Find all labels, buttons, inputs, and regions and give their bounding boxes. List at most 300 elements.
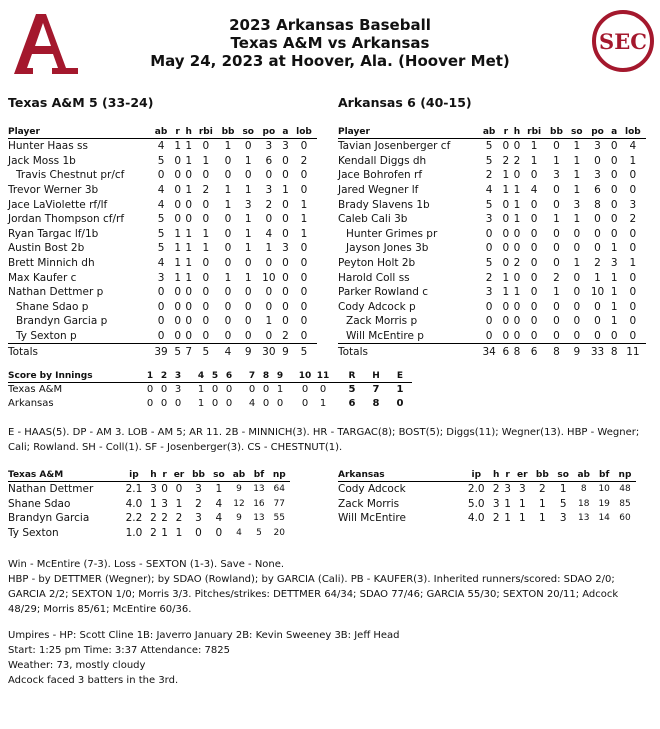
player-name: Ty Sexton p [8,329,150,344]
stat-cell: 0 [244,169,252,182]
stat-cell: 0 [629,169,637,182]
extra-note: Adcock faced 3 batters in the 3rd. [8,675,179,686]
stat-cell: 3 [265,184,273,197]
stat-cell: 3 [629,198,637,211]
column-header: so [239,125,258,139]
stat-cell: 0 [258,329,280,344]
stat-cell: 0 [224,257,232,270]
stat-cell: 0 [513,271,521,284]
player-row [338,270,646,285]
stat-cell: 0 [174,184,181,197]
stat-cell: 1 [215,483,223,496]
stat-cell: 3 [610,257,618,270]
stat-cell: 5 [157,213,165,226]
stat-cell: 0 [553,140,560,153]
stat-cell: 0 [244,257,252,270]
stat-cell: 10 [262,271,276,284]
stat-cell: 1 [185,271,193,284]
stat-cell: 2 [492,483,500,496]
header-line-2: Texas A&M vs Arkansas [230,34,430,52]
stat-cell: 8 [594,198,601,211]
stat-cell: 1 [265,242,273,255]
stat-cell: 1 [300,227,308,240]
stat-cell: 0 [300,300,308,313]
pitcher-name: Ty Sexton [8,527,59,540]
stat-cell: 4 [629,140,637,153]
stat-cell: 0 [610,169,618,182]
stat-cell: 0 [300,169,308,182]
stat-cell: 3 [485,286,493,299]
stat-cell: 0 [573,315,581,328]
player-name: Shane Sdao p [16,300,89,313]
stat-cell: 1 [610,242,618,255]
stat-cell: 1 [244,154,252,167]
stat-cell: 0 [183,329,194,344]
column-header: ab [229,469,250,482]
inning-score: 1 [276,384,284,395]
player-row [338,197,646,212]
stat-cell: 0 [244,300,252,313]
player-row [8,212,317,227]
stat-cell: 1 [553,154,560,167]
stat-cell: 0 [282,315,289,328]
stat-cell: 1 [202,154,210,167]
player-row [8,197,317,212]
stat-cell: 0 [530,286,538,299]
player-name: Ryan Targac lf/1b [8,227,99,240]
inning-score: 0 [211,384,219,395]
stat-cell: 2.1 [125,483,143,496]
stat-cell: 0 [282,300,289,313]
stat-cell: 3 [157,271,165,284]
stat-cell: 0 [610,213,618,226]
column-header: bb [546,125,567,139]
total-cell: 8 [546,344,567,361]
player-row [8,285,317,300]
stat-cell: 1 [244,184,252,197]
stat-cell: 1 [224,140,232,153]
rhe-header: R [332,370,364,383]
stat-cell: 1 [174,271,181,284]
stat-cell: 1 [553,213,560,226]
stat-cell: 5 [256,528,262,539]
stat-cell: 0 [629,300,637,313]
column-header: lob [291,125,317,139]
totals-label: Totals [338,344,478,361]
stat-cell: 1 [513,213,521,226]
stat-cell: 0 [502,198,510,211]
stat-cell: 0 [157,300,165,313]
stat-cell: 2 [195,497,202,510]
stat-cell: 0 [224,286,232,299]
stat-cell: 4 [215,497,223,510]
stat-cell: 0 [553,315,560,328]
stat-cell: 3 [492,497,500,510]
stat-cell: 5 [485,257,493,270]
stat-cell: 5 [157,242,165,255]
stat-cell: 0 [629,271,637,284]
rhe-value: 7 [372,384,380,395]
stat-cell: 0 [502,242,510,255]
stat-cell: 1.0 [125,527,143,540]
stat-cell: 2 [629,213,637,226]
stat-cell: 2.0 [467,483,485,496]
rhe-header: H [364,370,388,383]
stat-cell: 0 [215,527,223,540]
stat-cell: 0 [300,315,308,328]
inning-header: 8 [259,370,273,383]
stat-cell: 0 [530,198,538,211]
inning-score: 0 [262,398,270,409]
stat-cell: 0 [174,286,181,299]
stat-cell: 0 [513,169,521,182]
column-header: po [258,125,280,139]
stat-cell: 0 [202,140,210,153]
stat-cell: 0 [523,329,546,344]
player-name: Caleb Cali 3b [338,213,408,226]
stat-cell: 0 [300,242,308,255]
stat-cell: 3 [244,198,252,211]
stat-cell: 2 [502,154,510,167]
stat-cell: 5 [157,154,165,167]
total-cell: 8 [511,344,522,361]
player-row [8,300,317,315]
stat-cell: 9 [236,484,242,495]
stat-cell: 1 [174,242,181,255]
stat-cell: 0 [185,300,193,313]
stat-cell: 1 [573,213,581,226]
svg-text:SEC: SEC [599,29,647,54]
inning-score: 3 [174,384,182,395]
stat-cell: 13 [253,484,265,495]
stat-cell: 0 [553,242,560,255]
inning-score: 0 [225,398,233,409]
stat-cell: 1 [610,286,618,299]
pitcher-row [8,511,290,526]
stat-cell: 3 [265,140,273,153]
stat-cell: 6 [594,184,601,197]
column-header: so [553,469,573,482]
player-name: Hunter Grimes pr [346,227,438,240]
rhe-value: 5 [348,384,356,395]
stat-cell: 5.0 [467,497,485,510]
stat-cell: 0 [282,213,289,226]
stat-cell: 0 [553,184,560,197]
inning-header: 9 [273,370,287,383]
stat-cell: 1 [513,286,521,299]
stat-cell: 0 [610,227,618,240]
stat-cell: 0 [478,329,500,344]
stat-cell: 0 [157,286,165,299]
stat-cell: 18 [578,498,590,509]
player-row [8,256,317,271]
total-cell: 9 [567,344,586,361]
stat-cell: 1 [504,512,511,525]
home-pitching-table [338,469,636,526]
stat-cell: 0 [224,315,232,328]
stat-cell: 0 [202,213,210,226]
player-row [338,256,646,271]
total-cell: 11 [620,344,646,361]
column-header: Texas A&M [8,469,120,482]
inning-score: 0 [160,384,168,395]
stat-cell: 14 [598,513,610,524]
inning-score: 0 [248,384,256,395]
stat-cell: 0 [265,213,273,226]
stat-cell: 6 [265,154,273,167]
pitcher-row [338,497,636,512]
stat-cell: 0 [502,315,510,328]
inning-score: 0 [301,398,309,409]
column-header: er [513,469,531,482]
stat-cell: 1 [538,512,546,525]
stat-cell: 0 [530,213,538,226]
stat-cell: 2.2 [125,512,143,525]
column-header: er [170,469,188,482]
column-header: rbi [523,125,546,139]
stat-cell: 4 [157,257,165,270]
stat-cell: 2 [202,184,210,197]
stat-cell: 2 [161,512,168,525]
column-header: bb [531,469,553,482]
stat-cell: 0 [586,329,608,344]
weather-line: Weather: 73, mostly cloudy [8,660,146,671]
pitcher-name: Zack Morris [338,497,400,510]
linescore-row [8,397,412,411]
column-header: Arkansas [338,469,462,482]
stat-cell: 0 [530,300,538,313]
stat-cell: 0 [553,198,560,211]
rhe-value: 8 [372,398,380,409]
stat-cell: 0 [244,140,252,153]
stat-cell: 2 [175,512,183,525]
stat-cell: 0 [573,242,581,255]
column-header: bf [594,469,614,482]
game-info [8,628,648,688]
stat-cell: 0 [174,198,181,211]
stat-cell: 1 [185,140,193,153]
stat-cell: 0 [300,184,308,197]
rhe-value: 1 [396,384,404,395]
stat-cell: 1 [185,257,193,270]
header-line-3: May 24, 2023 at Hoover, Ala. (Hoover Met) [150,52,510,70]
column-header: ab [478,125,500,139]
player-row [8,241,317,256]
stat-cell: 0 [282,198,289,211]
stat-cell: 0 [629,242,637,255]
column-header: so [567,125,586,139]
stat-cell: 1 [553,286,560,299]
pitching-details: HBP - by DETTMER (Wegner); by SDAO (Rowland); by GARCIA (Cali). PB - KAUFER(3). Inherited runners/scored: SDAO 2/0; GARCIA 2/2; SEXTON 1/0; Morris 3/3. Pitches/strikes: DETTMER 64/34; SDAO 77/46; GARCIA 55/30; SEXTON 20/11; Adcock 48/29; Morris 85/61; McEntire 60/36. [8,574,619,615]
inning-score: 4 [248,398,256,409]
player-row [8,183,317,198]
stat-cell: 0 [629,286,637,299]
stat-cell: 1 [573,169,581,182]
stat-cell: 1 [185,242,193,255]
team-name: Arkansas [8,398,54,409]
column-header: a [609,125,620,139]
rhe-value: 6 [348,398,356,409]
stat-cell: 0 [265,169,273,182]
inning-header: 5 [208,370,222,383]
column-header: so [209,469,228,482]
rhe-value: 0 [396,398,404,409]
total-cell: 7 [183,344,194,361]
player-name: Brady Slavens 1b [338,198,430,211]
total-cell: 6 [500,344,511,361]
inning-score: 0 [160,398,168,409]
stat-cell: 0 [513,242,521,255]
column-header: h [148,469,159,482]
stat-cell: 1 [265,315,273,328]
pitcher-name: Cody Adcock [338,483,406,496]
column-header: bb [188,469,210,482]
stat-cell: 0 [174,154,181,167]
stat-cell: 1 [559,483,567,496]
inning-header: 4 [185,370,208,383]
player-row [8,227,317,242]
inning-header: 10 [287,370,314,383]
stat-cell: 0 [620,329,646,344]
stat-cell: 2 [300,154,308,167]
inning-score: 0 [174,398,182,409]
away-pitching-table [8,469,290,540]
stat-cell: 3 [594,140,601,153]
column-header: ip [120,469,148,482]
stat-cell: 0 [573,286,581,299]
stat-cell: 1 [502,184,510,197]
score-by-innings [8,370,412,411]
column-header: bf [249,469,268,482]
player-row [338,285,646,300]
stat-cell: 9 [236,513,242,524]
stat-cell: 19 [598,498,610,509]
stat-cell: 3 [195,512,202,525]
column-header: h [511,125,522,139]
stat-cell: 0 [202,315,210,328]
stat-cell: 1 [185,154,193,167]
stat-cell: 1 [629,154,637,167]
stat-cell: 1 [244,271,252,284]
stat-cell: 48 [619,484,631,495]
stat-cell: 0 [594,242,601,255]
stat-cell: 3 [282,140,289,153]
stat-cell: 10 [598,484,610,495]
stat-cell: 1 [185,184,193,197]
stat-cell: 5 [157,227,165,240]
stat-cell: 0 [502,140,510,153]
stat-cell: 0 [502,227,510,240]
stat-cell: 3 [150,483,157,496]
totals-label: Totals [8,344,150,361]
stat-cell: 1 [530,154,538,167]
stat-cell: 1 [224,184,232,197]
inning-header: 6 [222,370,236,383]
stat-cell: 3 [518,483,526,496]
stat-cell: 0 [511,329,522,344]
column-header: r [159,469,170,482]
linescore-title: Score by Innings [8,370,134,383]
stat-cell: 1 [573,257,581,270]
rhe-header: E [388,370,412,383]
pitcher-row [8,526,290,541]
player-name: Max Kaufer c [8,271,77,284]
stat-cell: 0 [265,257,273,270]
stat-cell: 0 [513,315,521,328]
stat-cell: 0 [185,198,193,211]
stat-cell: 0 [502,213,510,226]
stat-cell: 0 [282,286,289,299]
home-batting-table [338,125,646,360]
player-name: Austin Bost 2b [8,242,85,255]
stat-cell: 1 [610,300,618,313]
stat-cell: 0 [291,329,317,344]
stat-cell: 0 [573,271,581,284]
stat-cell: 20 [273,528,285,539]
stat-cell: 0 [530,271,538,284]
stat-cell: 0 [485,300,493,313]
stat-cell: 1 [244,213,252,226]
stat-cell: 3 [161,497,168,510]
stat-cell: 0 [629,315,637,328]
inning-score: 0 [225,384,233,395]
total-cell: 6 [523,344,546,361]
stat-cell: 0 [202,257,210,270]
pitcher-row [8,497,290,512]
pitcher-row [338,482,636,497]
stat-cell: 55 [273,513,285,524]
stat-cell: 0 [513,140,521,153]
stat-cell: 1 [573,154,581,167]
pitcher-row [338,511,636,526]
stat-cell: 0 [609,329,620,344]
inning-header: 3 [171,370,185,383]
team-name: Texas A&M [8,384,63,395]
player-name: Parker Rowland c [338,286,429,299]
header-line-1: 2023 Arkansas Baseball [229,16,431,34]
stat-cell: 1 [202,227,210,240]
stat-cell: 1 [573,140,581,153]
player-row [338,227,646,242]
stat-cell: 0 [594,300,601,313]
stat-cell: 0 [265,300,273,313]
stat-cell: 3 [282,242,289,255]
stat-cell: 0 [485,242,493,255]
stat-cell: 1 [300,213,308,226]
stat-cell: 3 [594,169,601,182]
player-row [338,154,646,169]
column-header: r [500,125,511,139]
player-row [338,168,646,183]
stat-cell: 0 [594,227,601,240]
player-row [8,168,317,183]
inning-score: 0 [146,384,154,395]
stat-cell: 0 [202,198,210,211]
stat-cell: 0 [282,154,289,167]
stat-cell: 1 [518,512,526,525]
away-batting-table [8,125,317,360]
stat-cell: 0 [157,315,165,328]
stat-cell: 3 [573,198,581,211]
player-name: Trevor Werner 3b [8,184,99,197]
player-name: Jace LaViolette rf/lf [8,198,108,211]
stat-cell: 13 [578,513,590,524]
player-row [8,154,317,169]
inning-score: 1 [319,398,327,409]
stat-cell: 85 [619,498,631,509]
stat-cell: 1 [504,497,511,510]
stat-cell: 0 [553,300,560,313]
